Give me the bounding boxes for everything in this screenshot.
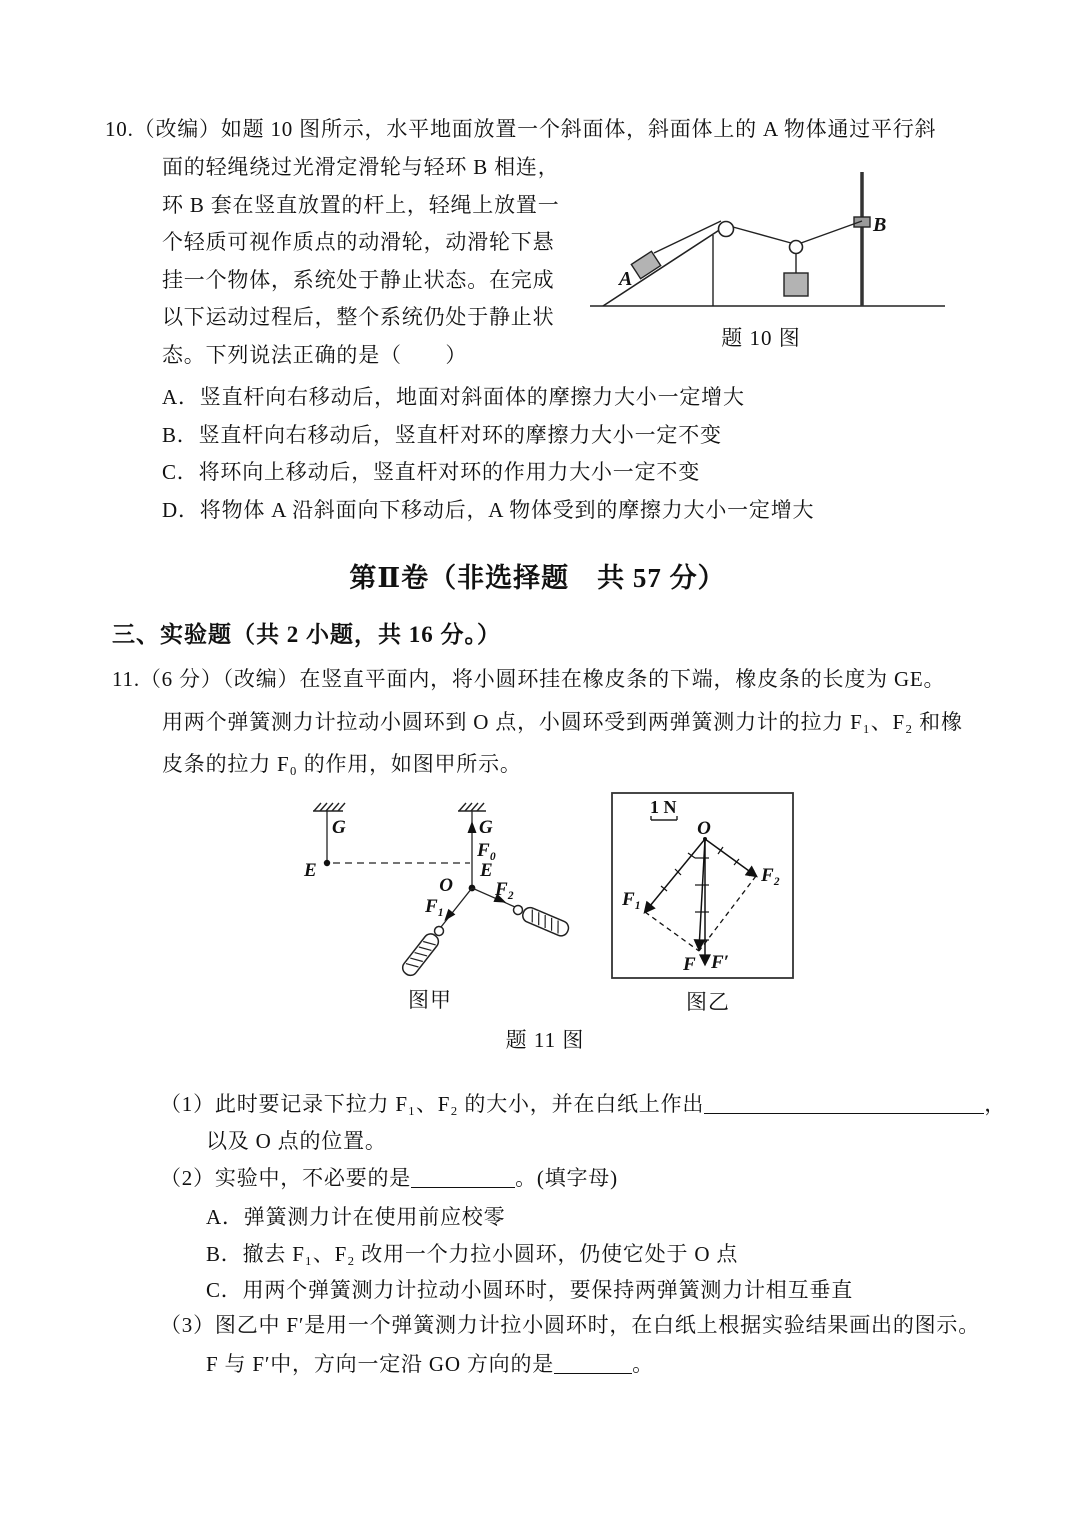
q11-sub1-text: （1）此时要记录下拉力 F₁、F₂ 的大小，并在白纸上作出 [160, 1092, 705, 1116]
ring-b-label: B [873, 214, 887, 236]
point-e-dot [324, 860, 330, 866]
hanging-weight [784, 273, 808, 296]
spring-scale-1 [400, 923, 448, 978]
block-a [631, 251, 660, 278]
q11-sub2-suffix: 。(填字母) [515, 1166, 618, 1190]
figure-yi-caption: 图乙 [686, 990, 730, 1014]
q11-sub2-line [160, 1166, 618, 1190]
f0-arrowhead [468, 821, 477, 833]
q11-sub2-option-b: B．撤去 F₁、F₂ 改用一个力拉小圆环，仍使它处于 O 点 [206, 1242, 739, 1266]
q10-line: 个轻质可视作质点的动滑轮，动滑轮下悬 [162, 230, 555, 254]
vector-f1 [645, 839, 705, 912]
q11-sub2-text: （2）实验中，不必要的是 [160, 1166, 412, 1190]
label-e-right: E [480, 860, 493, 881]
q11-sub1-line2: 以及 O 点的位置。 [206, 1129, 387, 1153]
q10-line: 态。下列说法正确的是（ ） [162, 343, 468, 367]
q10-line: 挂一个物体，系统处于静止状态。在完成 [162, 268, 555, 292]
q11-figure-jia [295, 800, 585, 985]
vector-f [699, 839, 705, 949]
q11-sub3-period: 。 [632, 1352, 654, 1376]
label-g-left: G [332, 817, 346, 838]
label-e-left: E [304, 860, 317, 881]
q10-line: 面的轻绳绕过光滑定滑轮与轻环 B 相连， [162, 155, 560, 179]
q10-line: 以下运动过程后，整个系统仍处于静止状 [162, 305, 555, 329]
scale-label: 1 N [650, 797, 677, 817]
q10-first-line: 10.（改编）如题 10 图所示，水平地面放置一个斜面体，斜面体上的 A 物体通过平行斜 [105, 117, 937, 141]
q10-option-d: D．将物体 A 沿斜面向下移动后，A 物体受到的摩擦力大小一定增大 [162, 498, 815, 522]
q10-line: 环 B 套在竖直放置的杆上，轻绳上放置一 [162, 193, 560, 217]
vector-f2 [705, 839, 756, 876]
label-o: O [439, 875, 453, 896]
fixed-pulley [719, 222, 734, 237]
ring-b [854, 217, 870, 227]
label-o: O [697, 818, 711, 839]
section3-header: 三、实验题（共 2 小题，共 16 分。） [112, 622, 501, 647]
part2-header: 第Ⅱ卷（非选择题 共 57 分） [349, 563, 726, 593]
q11-line: 用两个弹簧测力计拉动小圆环到 O 点，小圆环受到两弹簧测力计的拉力 F₁、F₂ 和橡 [162, 710, 963, 734]
label-f1: F₁ [622, 889, 642, 910]
q10-option-a: A．竖直杆向右移动后，地面对斜面体的摩擦力大小一定增大 [162, 385, 745, 409]
q11-sub1-comma: ， [984, 1092, 1007, 1116]
q11-sub3-line1: （3）图乙中 F′是用一个弹簧测力计拉小圆环时，在白纸上根据实验结果画出的图示。 [160, 1313, 981, 1337]
label-f2: F₂ [761, 865, 781, 886]
answer-blank-1 [704, 1095, 984, 1114]
q10-option-c: C．将环向上移动后，竖直杆对环的作用力大小一定不变 [162, 460, 701, 484]
label-f1: F₁ [425, 896, 445, 917]
q10-option-b: B．竖直杆向右移动后，竖直杆对环的摩擦力大小一定不变 [162, 423, 722, 447]
q11-sub3-text: F 与 F′中，方向一定沿 GO 方向的是 [206, 1352, 555, 1376]
label-f-prime: F′ [711, 952, 730, 973]
q11-figure-caption: 题 11 图 [505, 1028, 585, 1052]
movable-pulley [790, 241, 803, 254]
q10-figure [585, 165, 960, 315]
q11-figure-yi [610, 791, 800, 983]
spring-scale-2 [511, 901, 571, 938]
label-g-right: G [479, 817, 493, 838]
ropes [654, 221, 862, 273]
label-f2: F₂ [495, 879, 515, 900]
q11-line: 皮条的拉力 F₀ 的作用，如图甲所示。 [162, 752, 522, 776]
answer-blank-2 [411, 1169, 515, 1188]
q11-sub2-option-a: A．弹簧测力计在使用前应校零 [206, 1205, 506, 1229]
figure-jia-caption: 图甲 [408, 988, 452, 1012]
label-f: F [683, 954, 696, 975]
q11-line: 11.（6 分）（改编）在竖直平面内，将小圆环挂在橡皮条的下端，橡皮条的长度为 GE。 [112, 667, 946, 691]
scale-bar [650, 797, 677, 820]
rod-and-ring [854, 172, 870, 306]
q11-sub2-option-c: C．用两个弹簧测力计拉动小圆环时，要保持两弹簧测力计相互垂直 [206, 1278, 854, 1302]
q11-sub3-line2 [206, 1352, 654, 1376]
q10-figure-caption: 题 10 图 [721, 326, 801, 350]
label-f0: F₀ [477, 840, 497, 861]
q11-sub1-line1 [160, 1092, 1006, 1116]
answer-blank-3 [554, 1355, 632, 1374]
block-a-label: A [619, 268, 633, 290]
